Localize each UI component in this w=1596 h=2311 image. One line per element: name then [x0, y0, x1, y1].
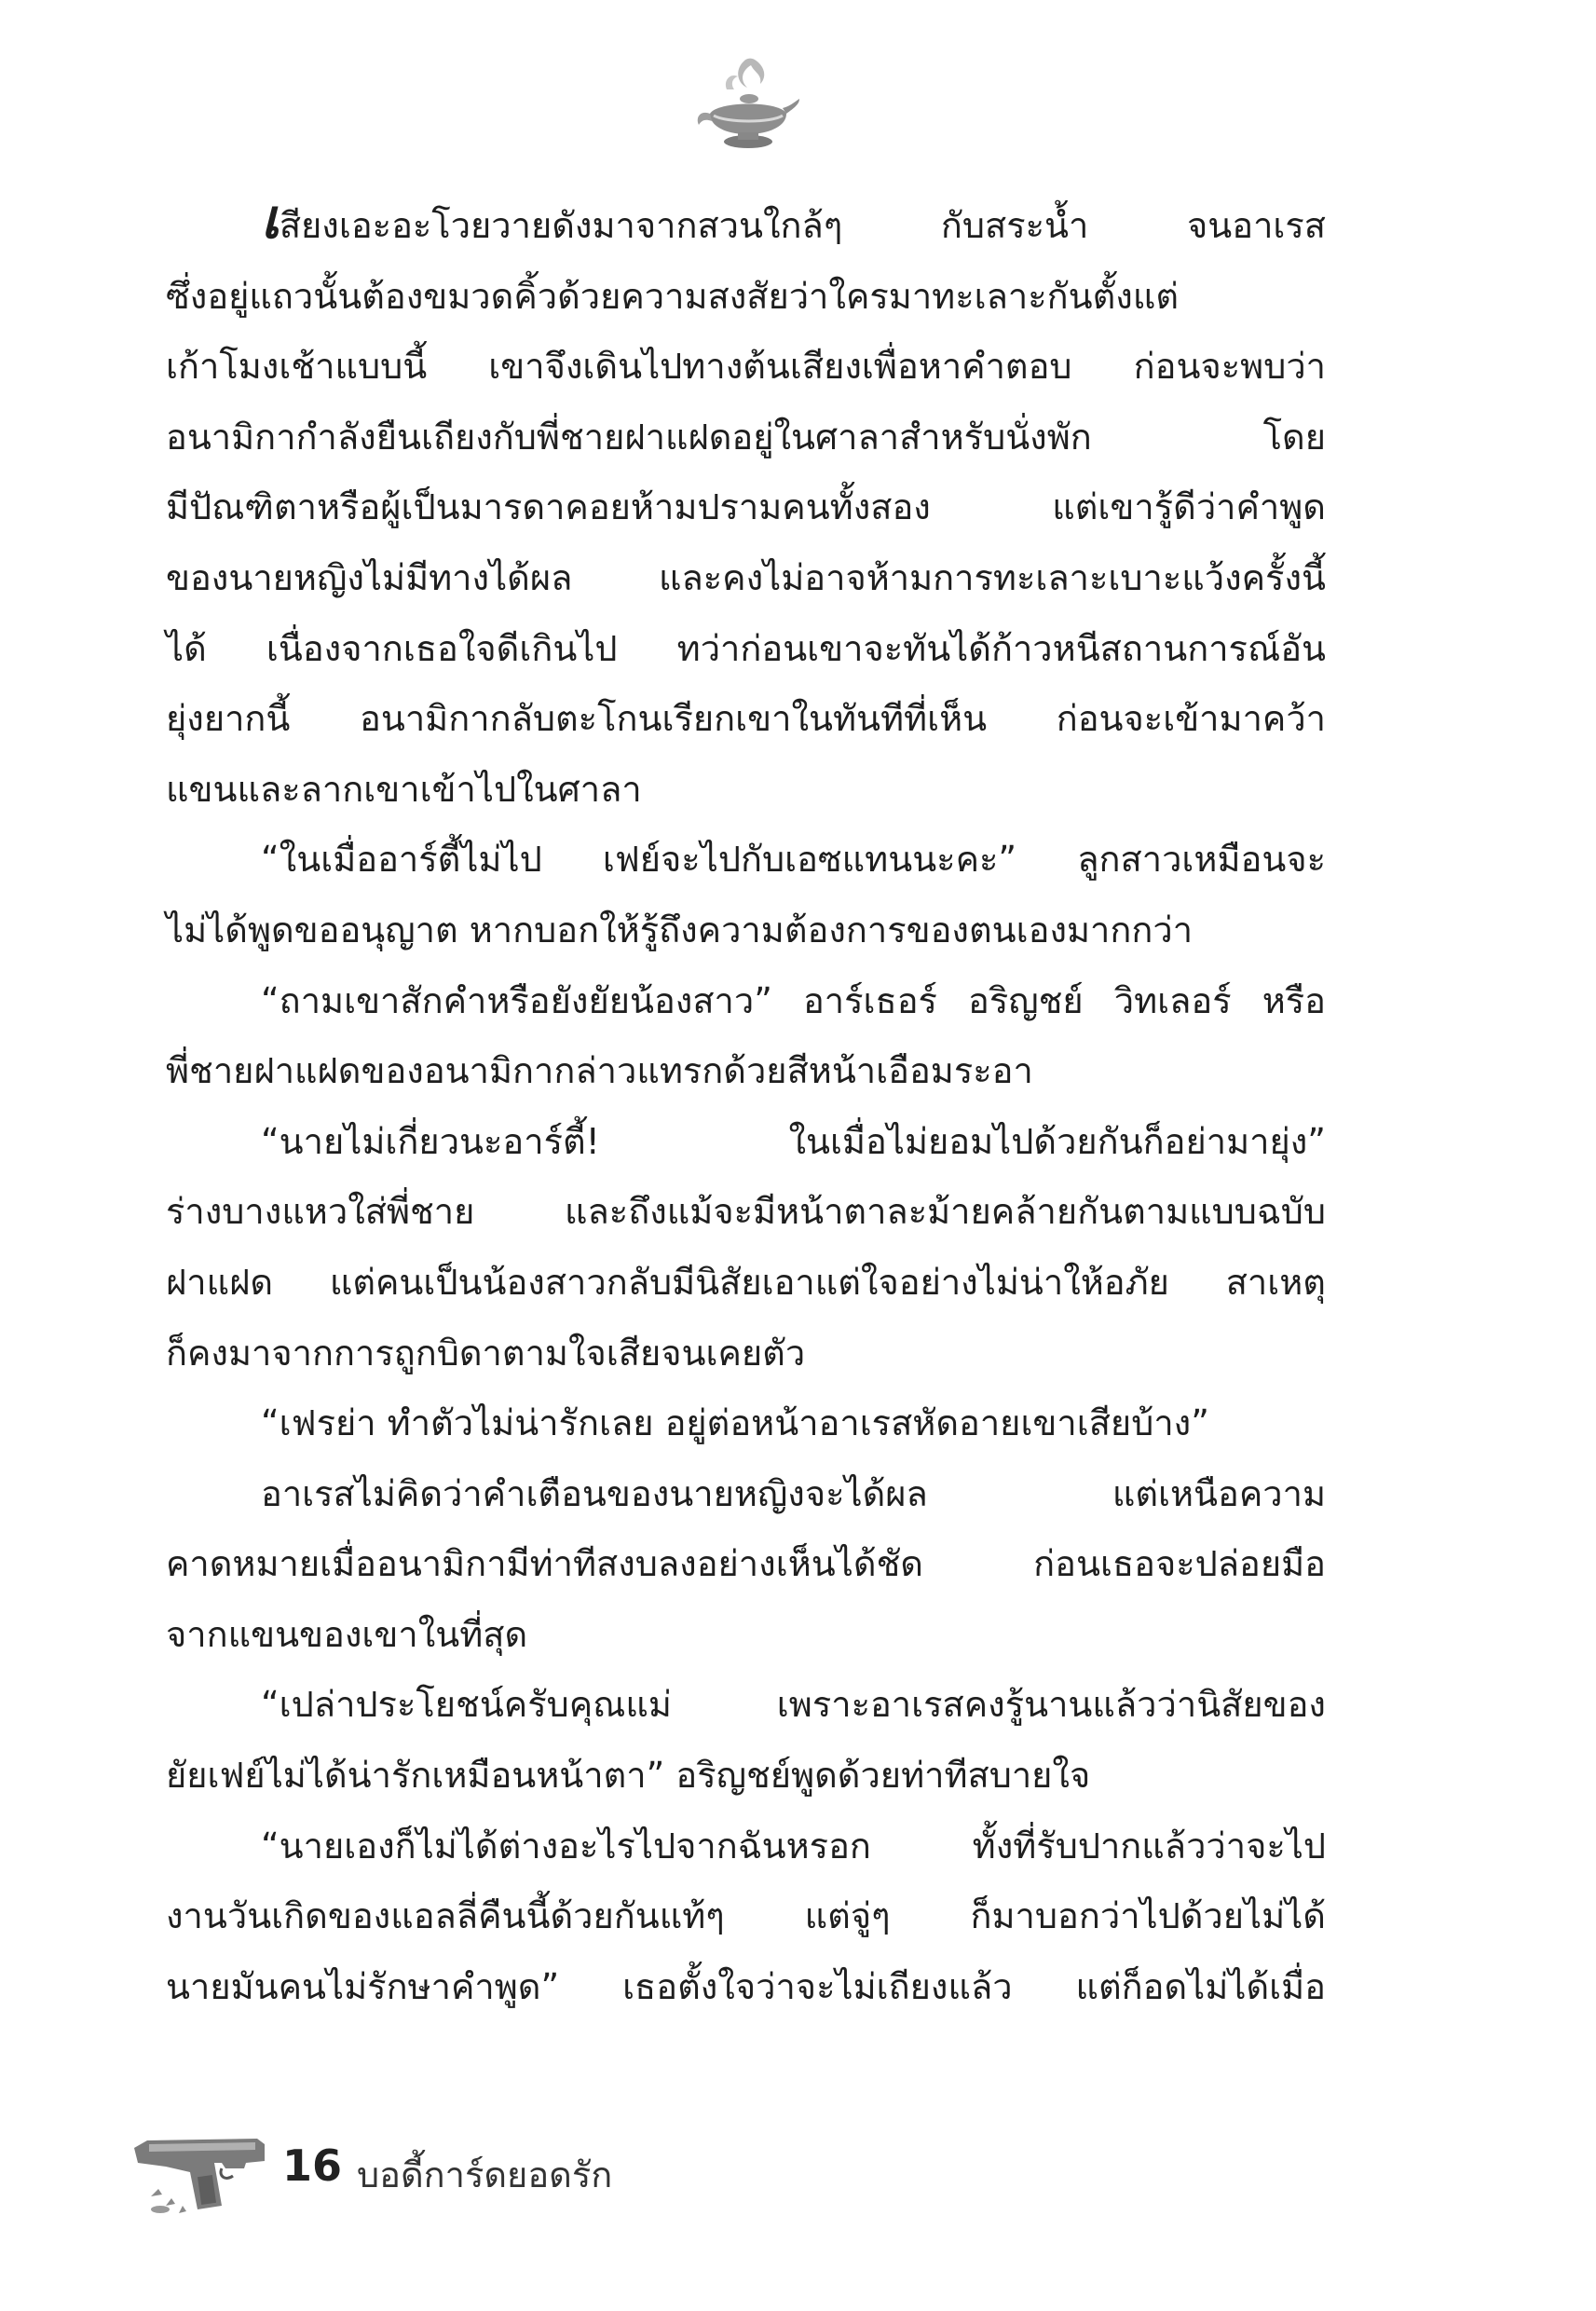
- text-line: “นายเองก็ไม่ได้ต่างอะไรไปจากฉันหรอก ทั้งที่รับปากแล้วว่าจะไป: [261, 1825, 1326, 1867]
- text-line: “ในเมื่ออาร์ตี้ไม่ไป เฟย์จะไปกับเอซแทนนะคะ” ลูกสาวเหมือนจะ: [261, 839, 1326, 881]
- text-line: อาเรสไม่คิดว่าคำเตือนของนายหญิงจะได้ผล แต่เหนือความ: [261, 1472, 1326, 1514]
- text-line: เก้าโมงเช้าแบบนี้ เขาจึงเดินไปทางต้นเสียงเพื่อหาคำตอบ ก่อนจะพบว่า: [166, 346, 1326, 388]
- text-line: เสียงเอะอะโวยวายดังมาจากสวนใกล้ๆ กับสระน้ำ จนอาเรส: [261, 187, 1326, 251]
- text-line: ไม่ได้พูดขออนุญาต หากบอกให้รู้ถึงความต้องการของตนเองมากกว่า: [166, 909, 1194, 950]
- pistol-icon: [129, 2120, 287, 2222]
- text-line: ก็คงมาจากการถูกบิดาตามใจเสียจนเคยตัว: [166, 1332, 806, 1374]
- page-number: 16: [282, 2140, 343, 2191]
- text-line: ซึ่งอยู่แถวนั้นต้องขมวดคิ้วด้วยความสงสัยว่าใครมาทะเลาะกันตั้งแต่: [166, 275, 1180, 317]
- body-text: [166, 187, 1326, 2022]
- page-footer: [129, 2120, 781, 2222]
- text-line: นายมันคนไม่รักษาคำพูด” เธอตั้งใจว่าจะไม่เถียงแล้ว แต่ก็อดไม่ได้เมื่อ: [166, 1965, 1326, 2007]
- text-line: ยุ่งยากนี้ อนามิกากลับตะโกนเรียกเขาในทันทีที่เห็น ก่อนจะเข้ามาคว้า: [166, 698, 1326, 740]
- text-line: คาดหมายเมื่ออนามิกามีท่าทีสงบลงอย่างเห็นได้ชัด ก่อนเธอจะปล่อยมือ: [166, 1543, 1326, 1585]
- text-line: งานวันเกิดของแอลลี่คืนนี้ด้วยกันแท้ๆ แต่จู่ๆ ก็มาบอกว่าไปด้วยไม่ได้: [166, 1895, 1326, 1937]
- text-line: พี่ชายฝาแฝดของอนามิกากล่าวแทรกด้วยสีหน้าเอือมระอา: [166, 1050, 1033, 1092]
- text-line: ของนายหญิงไม่มีทางได้ผล และคงไม่อาจห้ามการทะเลาะเบาะแว้งครั้งนี้: [166, 556, 1326, 598]
- text-line: ร่างบางแหวใส่พี่ชาย และถึงแม้จะมีหน้าตาละม้ายคล้ายกันตามแบบฉบับ: [166, 1191, 1326, 1233]
- text-line: “ถามเขาสักคำหรือยังยัยน้องสาว” อาร์เธอร์ อริญชย์ วิทเลอร์ หรือ: [261, 979, 1326, 1021]
- drop-cap: เ: [261, 187, 280, 251]
- genie-lamp-icon: [689, 52, 801, 157]
- text-line: อนามิกากำลังยืนเถียงกับพี่ชายฝาแฝดอยู่ในศาลาสำหรับนั่งพัก โดย: [166, 416, 1326, 458]
- text-line: จากแขนของเขาในที่สุด: [166, 1613, 528, 1655]
- text-line: ได้ เนื่องจากเธอใจดีเกินไป ทว่าก่อนเขาจะทันได้ก้าวหนีสถานการณ์อัน: [166, 627, 1326, 669]
- text-line: “เฟรย่า ทำตัวไม่น่ารักเลย อยู่ต่อหน้าอาเรสหัดอายเขาเสียบ้าง”: [261, 1402, 1209, 1444]
- text-line: “เปล่าประโยชน์ครับคุณแม่ เพราะอาเรสคงรู้นานแล้วว่านิสัยของ: [261, 1684, 1326, 1726]
- text-line: ฝาแฝด แต่คนเป็นน้องสาวกลับมีนิสัยเอาแต่ใจอย่างไม่น่าให้อภัย สาเหตุ: [166, 1261, 1326, 1303]
- text-line: มีปัณฑิตาหรือผู้เป็นมารดาคอยห้ามปรามคนทั้งสอง แต่เขารู้ดีว่าคำพูด: [166, 486, 1326, 528]
- text-line: แขนและลากเขาเข้าไปในศาลา: [166, 768, 642, 810]
- text-line: “นายไม่เกี่ยวนะอาร์ตี้! ในเมื่อไม่ยอมไปด้วยกันก็อย่ามายุ่ง”: [261, 1120, 1326, 1162]
- text-line: ยัยเฟย์ไม่ได้น่ารักเหมือนหน้าตา” อริญชย์พูดด้วยท่าทีสบายใจ: [166, 1755, 1091, 1797]
- book-title: บอดี้การ์ดยอดรัก: [357, 2154, 613, 2195]
